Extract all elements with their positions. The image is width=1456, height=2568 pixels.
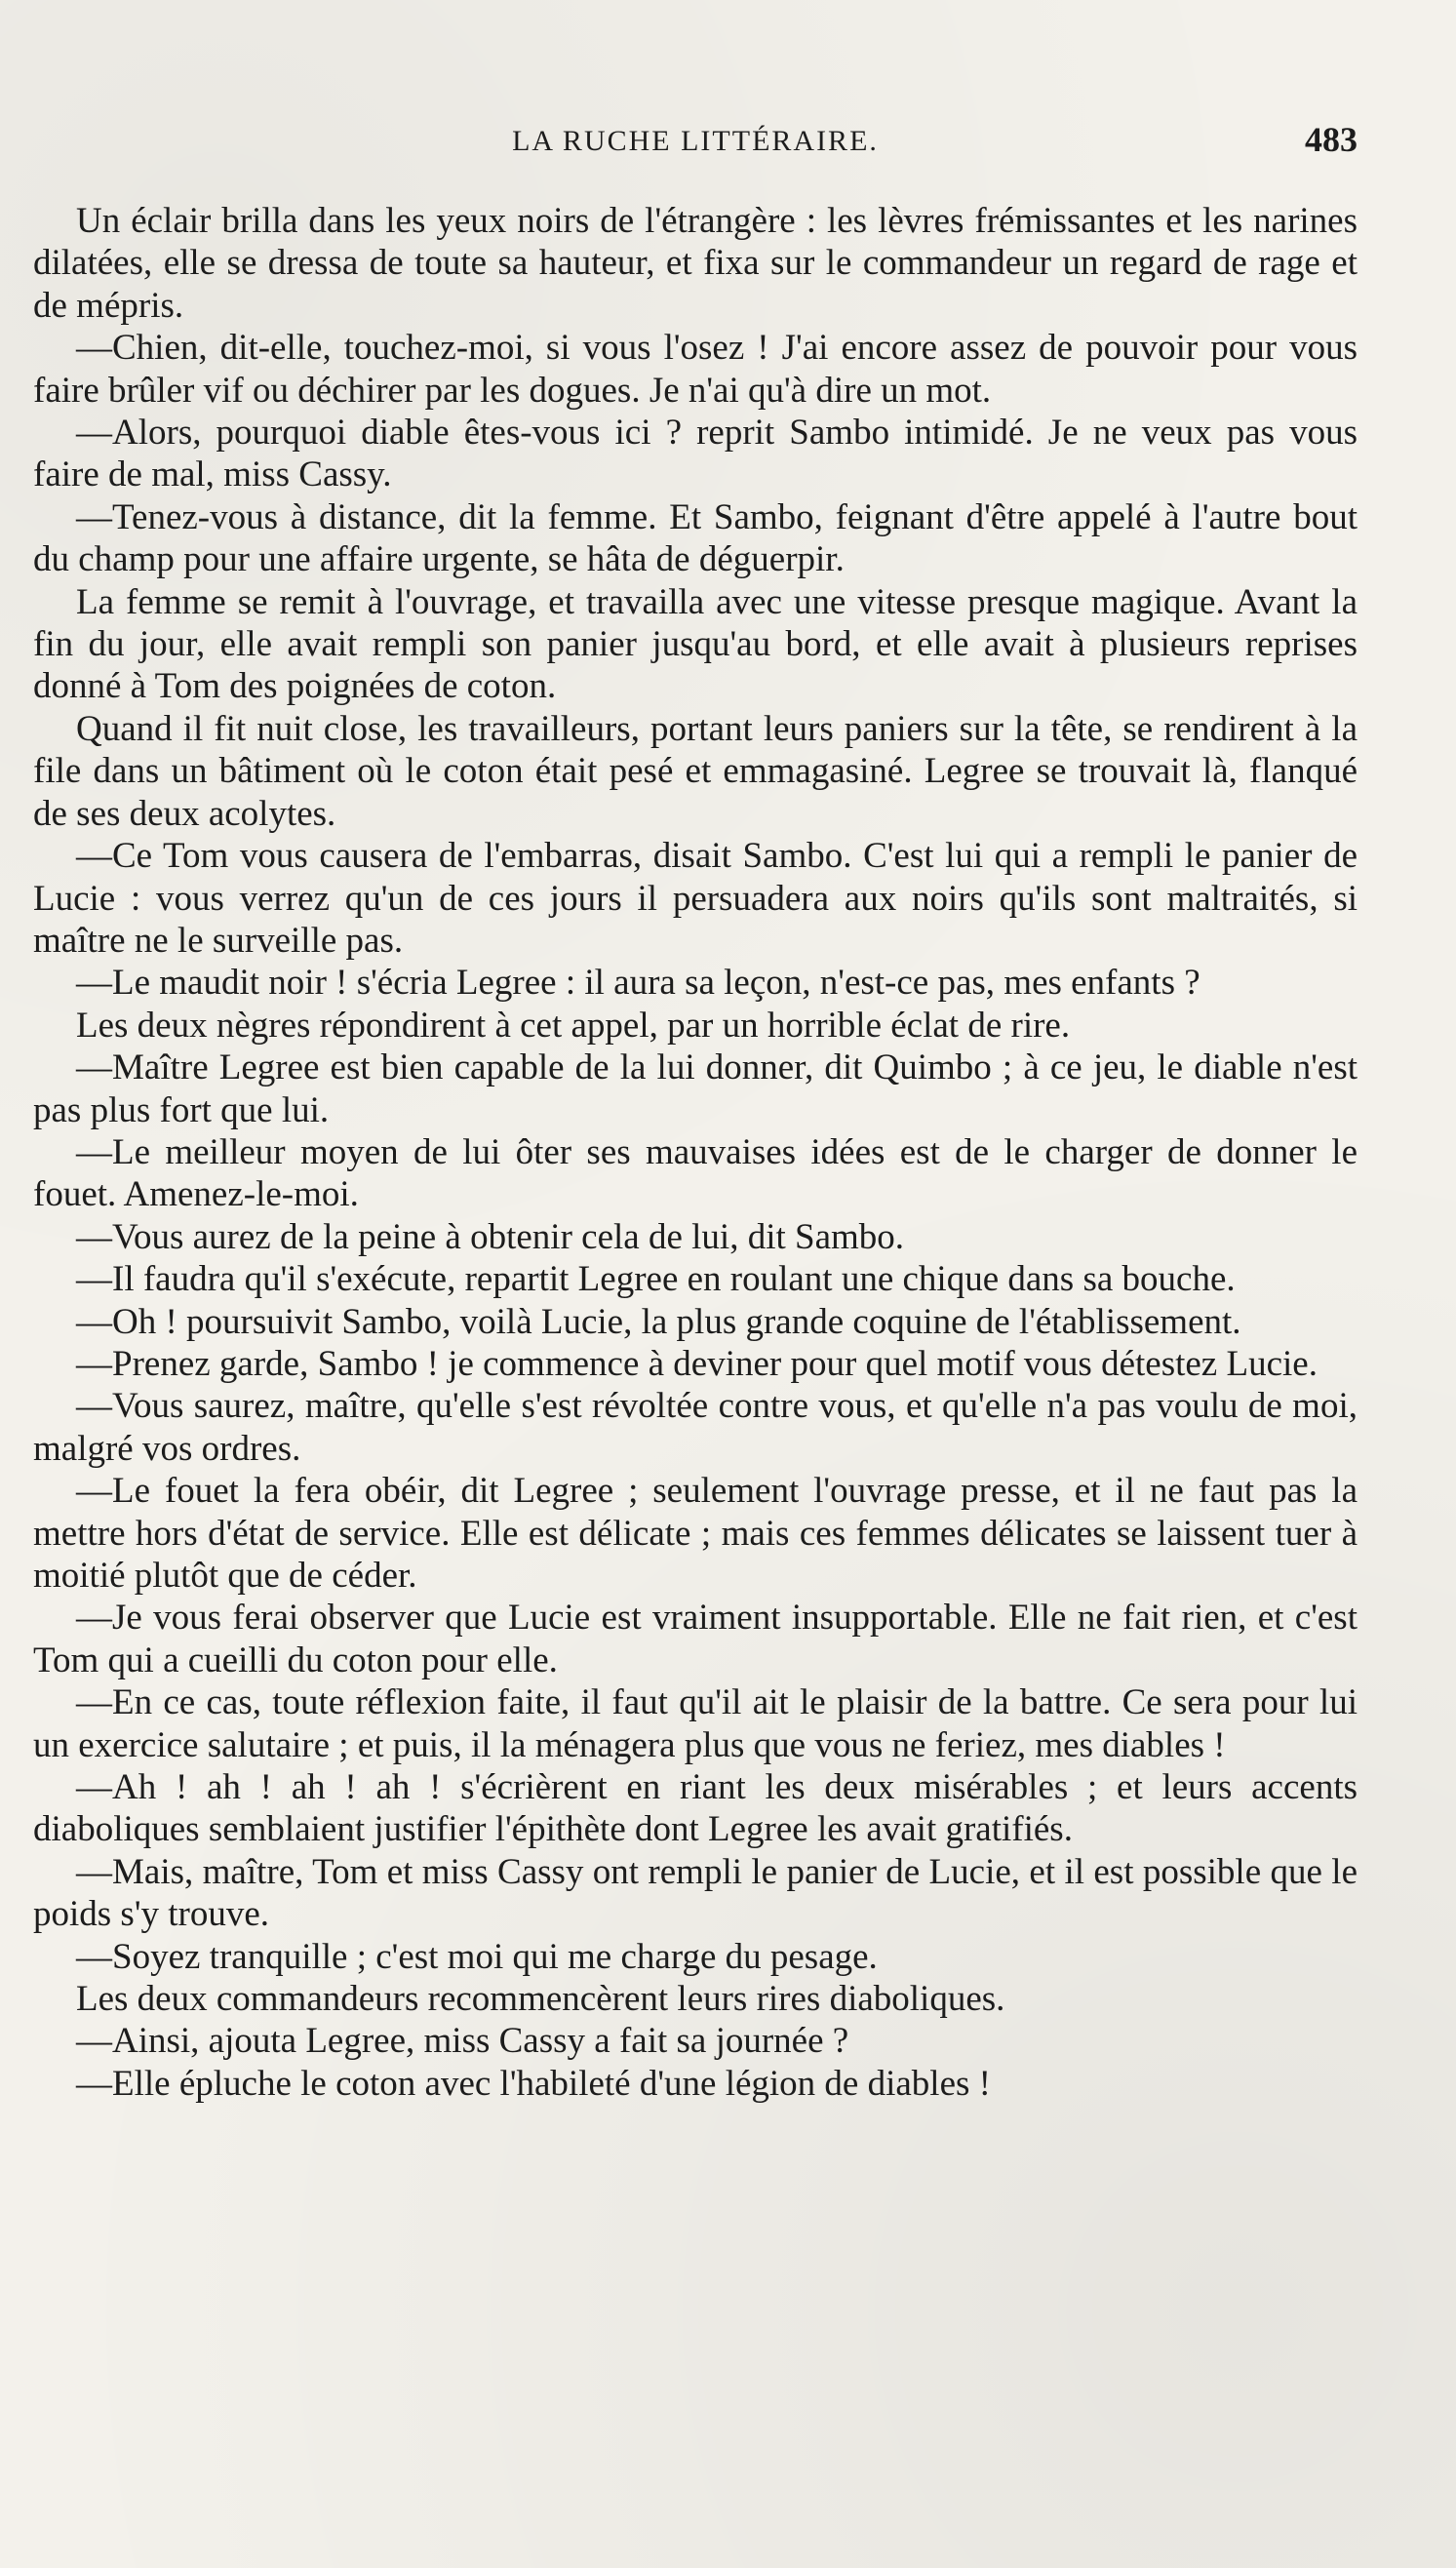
running-head [33,120,1358,174]
paragraph: —Le maudit noir ! s'écria Legree : il aura sa leçon, n'est-ce pas, mes enfants ? [76,963,1200,1004]
paragraph: —Oh ! poursuivit Sambo, voilà Lucie, la plus grande coquine de l'établissement. [76,1301,1241,1342]
paragraph: —Il faudra qu'il s'exécute, repartit Legree en roulant une chique dans sa bouche. [76,1259,1236,1300]
paragraph: —Maître Legree est bien capable de la lui donner, dit Quimbo ; à ce jeu, le diable n'est pas plus fort que lui. [33,1047,1358,1130]
paragraph: —Soyez tranquille ; c'est moi qui me charge du pesage. [76,1936,878,1977]
running-title: LA RUCHE LITTÉRAIRE. [512,125,879,157]
paragraph: —Vous aurez de la peine à obtenir cela de lui, dit Sambo. [76,1216,905,1257]
paragraph: —Ce Tom vous causera de l'embarras, disait Sambo. C'est lui qui a rempli le panier de Lucie : vous verrez qu'un de ces jours il persuadera aux noirs qu'ils sont maltraités, si maître ne le surveille pas. [33,836,1358,961]
page-number: 483 [1305,120,1358,159]
paragraph: —Vous saurez, maître, qu'elle s'est révoltée contre vous, et qu'elle n'a pas voulu de moi, malgré vos ordres. [33,1386,1358,1469]
paragraph: —Chien, dit-elle, touchez-moi, si vous l'osez ! J'ai encore assez de pouvoir pour vous faire brûler vif ou déchirer par les dogues. Je n'ai qu'à dire un mot. [33,328,1358,411]
paragraph: —Ainsi, ajouta Legree, miss Cassy a fait sa journée ? [76,2021,849,2062]
paragraph: La femme se remit à l'ouvrage, et travailla avec une vitesse presque magique. Avant la fin du jour, elle avait rempli son panier jusqu'au bord, et elle avait à plusieurs reprises donné à Tom des poignées de coton. [33,581,1358,707]
paragraph: Les deux commandeurs recommencèrent leurs rires diaboliques. [76,1979,1005,2020]
paragraph: —Le meilleur moyen de lui ôter ses mauvaises idées est de le charger de donner le fouet. Amenez-le-moi. [33,1131,1358,1215]
body-text [33,200,1358,2105]
paragraph: Quand il fit nuit close, les travailleurs, portant leurs paniers sur la tête, se rendirent à la file dans un bâtiment où le coton était pesé et emmagasiné. Legree se trouvait là, flanqué de ses deux acolytes. [33,708,1358,834]
paragraph: —Elle épluche le coton avec l'habileté d'une légion de diables ! [76,2063,991,2104]
paragraph: —Tenez-vous à distance, dit la femme. Et Sambo, feignant d'être appelé à l'autre bout du champ pour une affaire urgente, se hâta de déguerpir. [33,496,1358,580]
paragraph: —Ah ! ah ! ah ! ah ! s'écrièrent en riant les deux misérables ; et leurs accents diaboliques semblaient justifier l'épithète dont Legree les avait gratifiés. [33,1767,1358,1850]
paragraph: —Mais, maître, Tom et miss Cassy ont rempli le panier de Lucie, et il est possible que le poids s'y trouve. [33,1851,1358,1935]
paragraph: Un éclair brilla dans les yeux noirs de l'étrangère : les lèvres frémissantes et les narines dilatées, elle se dressa de toute sa hauteur, et fixa sur le commandeur un regard de rage et de mépris. [33,201,1358,326]
paragraph: —Je vous ferai observer que Lucie est vraiment insupportable. Elle ne fait rien, et c'est Tom qui a cueilli du coton pour elle. [33,1598,1358,1680]
paragraph: —Alors, pourquoi diable êtes-vous ici ? reprit Sambo intimidé. Je ne veux pas vous faire de mal, miss Cassy. [33,413,1358,495]
paragraph: —En ce cas, toute réflexion faite, il faut qu'il ait le plaisir de la battre. Ce sera pour lui un exercice salutaire ; et puis, il la ménagera plus que vous ne feriez, mes diables ! [33,1682,1358,1765]
paragraph: Les deux nègres répondirent à cet appel, par un horrible éclat de rire. [76,1005,1071,1046]
paragraph: —Prenez garde, Sambo ! je commence à deviner pour quel motif vous détestez Lucie. [76,1343,1318,1384]
paragraph: —Le fouet la fera obéir, dit Legree ; seulement l'ouvrage presse, et il ne faut pas la mettre hors d'état de service. Elle est délicate ; mais ces femmes délicates se laissent tuer à moitié plutôt que de céder. [33,1471,1358,1596]
